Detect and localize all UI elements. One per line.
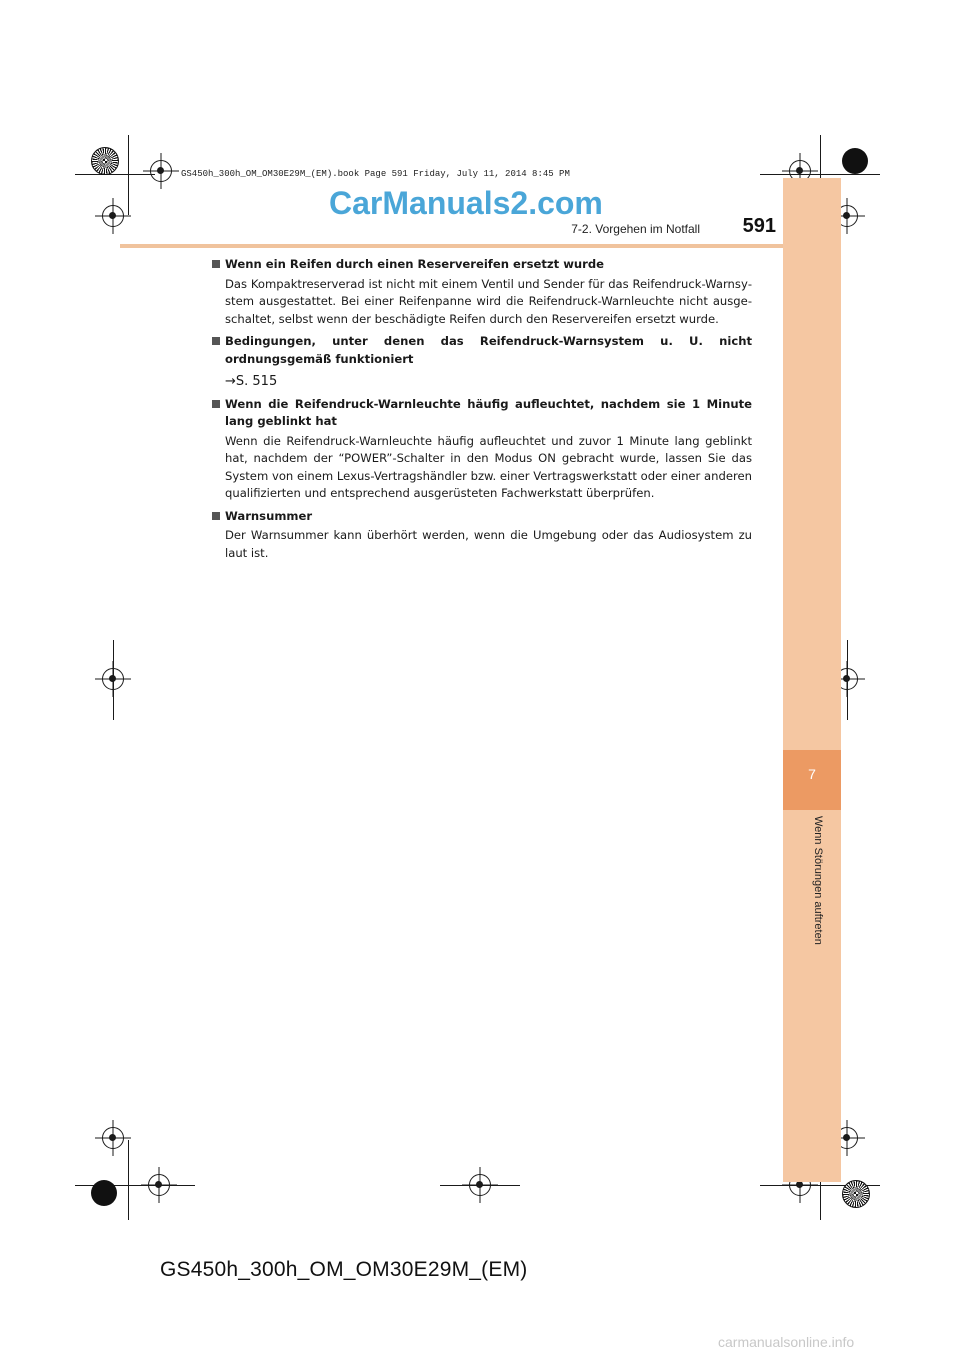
crop-line [440,1185,520,1186]
square-bullet-icon [212,400,220,408]
registration-solid-mark [91,1180,117,1206]
note-item [212,333,752,391]
document-code: GS450h_300h_OM_OM30E29M_(EM) [160,1258,528,1281]
header-rule [120,244,783,248]
note-body: Das Kompaktreserverad ist nicht mit einem Ventil und Sender für das Reifendruck-Warnsystem ausgestattet. Bei einer Reifenpanne wird die Reifendruck-Warnleuchte nicht ausgeschaltet, selbst wenn der beschädigte Reifen durch den Reservereifen ersetzt wurde. [225,276,752,326]
note-item [212,396,752,503]
crop-line [128,1140,129,1220]
crop-line [847,640,848,720]
chapter-side-strip [783,178,841,1182]
registration-star-mark [91,147,119,175]
crop-line [760,174,880,175]
registration-crosshair-mark [148,1174,170,1196]
note-body: Der Warnsummer kann überhört werden, wenn die Umgebung oder das Audiosystem zu laut ist. [225,528,752,560]
square-bullet-icon [212,337,220,345]
book-stamp: GS450h_300h_OM_OM30E29M_(EM).book Page 591 Friday, July 11, 2014 8:45 PM [181,169,570,179]
chapter-title: Wenn Störungen auftreten [812,816,824,945]
crop-line [75,174,155,175]
site-watermark: carmanualsonline.info [718,1334,855,1350]
crop-line [113,640,114,720]
registration-solid-mark [842,148,868,174]
watermark-logo: CarManuals2.com [329,185,603,221]
section-title: 7-2. Vorgehen im Notfall [571,222,700,236]
note-item [212,508,752,563]
crop-line [128,135,129,215]
note-heading: Wenn die Reifendruck-Warnleuchte häufig aufleuchtet, nachdem sie 1 Minute lang geblinkt hat [225,396,752,428]
note-item [212,256,752,328]
page-number: 591 [742,215,776,237]
page-content [212,256,752,567]
note-heading: Bedingungen, unter denen das Reifendruck-Warnsystem u. U. nicht ordnungsgemäß funktioniert [225,334,752,366]
square-bullet-icon [212,512,220,520]
chapter-number: 7 [808,766,816,782]
square-bullet-icon [212,260,220,268]
registration-crosshair-mark [102,205,124,227]
page-reference-link[interactable]: →S. 515 [225,374,278,389]
registration-star-mark [842,1180,870,1208]
note-heading: Warnsummer [225,508,313,523]
note-body: Wenn die Reifendruck-Warnleuchte häufig aufleuchtet und zuvor 1 Minute lang geblinkt hat, nachdem der “POWER”-Schalter in den Modus ON gebracht wurde, lassen Sie das System von einem Lexus-Vertragshändler bzw. einer Vertragswerkstatt oder einer anderen qualifizierten und entsprechend ausgerüsteten Fachwerkstatt überprüfen. [225,433,752,500]
registration-crosshair-mark [102,1127,124,1149]
registration-crosshair-mark [150,160,172,182]
note-heading: Wenn ein Reifen durch einen Reservereifen ersetzt wurde [225,257,605,271]
